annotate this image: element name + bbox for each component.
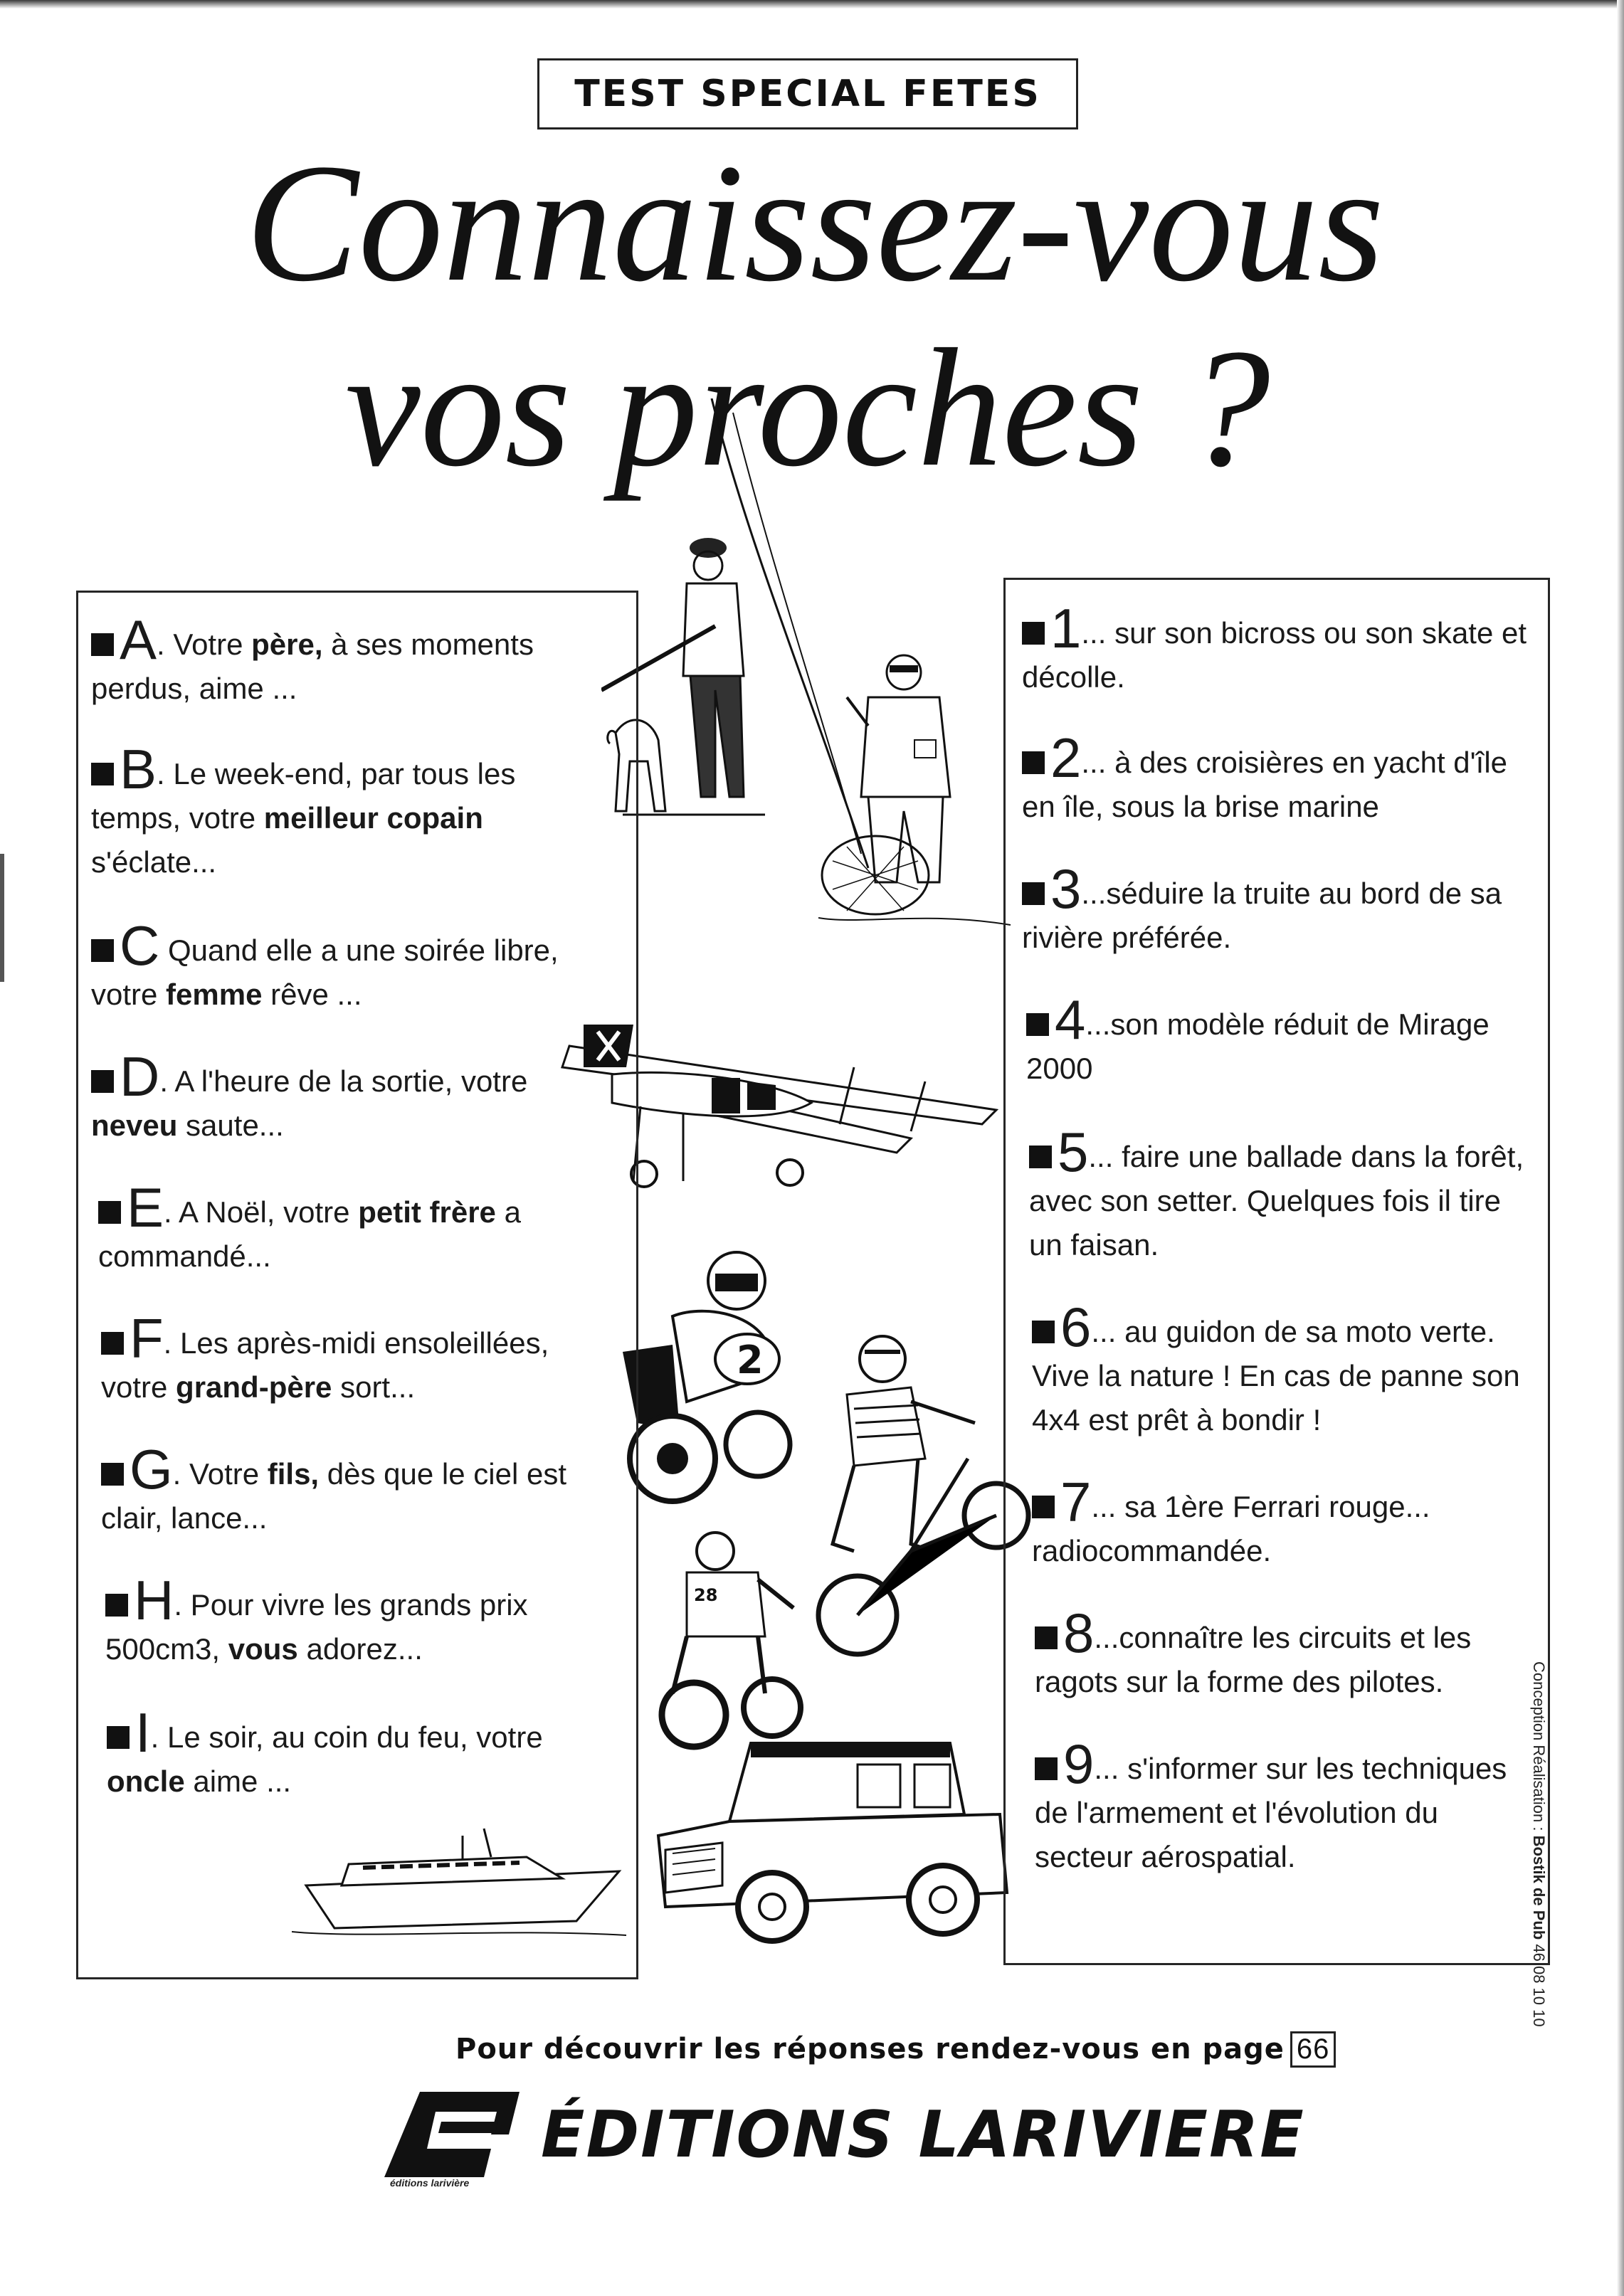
bullet-square-icon <box>91 763 114 785</box>
bullet-square-icon <box>1022 882 1045 905</box>
page-edge <box>0 854 4 982</box>
page-reference: 66 <box>1290 2031 1336 2068</box>
bullet-square-icon <box>1022 622 1045 645</box>
answer-9: 9... s'informer sur les techniques de l'armement et l'évolution du secteur aérospatial. <box>1035 1732 1507 1873</box>
answer-4: 4...son modèle réduit de Mirage 2000 <box>1026 988 1489 1085</box>
answer-number: 8 <box>1063 1602 1095 1664</box>
answer-number: 9 <box>1063 1732 1095 1795</box>
question-letter: H <box>134 1569 174 1631</box>
question-letter: G <box>130 1438 173 1501</box>
question-g: G. Votre fils, dès que le ciel est clair, lance... <box>101 1438 566 1535</box>
page-title-line-2: vos proches ? <box>345 314 1270 502</box>
answer-number: 5 <box>1058 1121 1089 1183</box>
question-i: I. Le soir, au coin du feu, votre oncle aime ... <box>107 1701 543 1798</box>
fisherman-icon <box>818 640 1018 939</box>
page-edge <box>1617 0 1624 2296</box>
dirt-bike-icon <box>644 1530 808 1757</box>
question-a: A. Votre père, à ses moments perdus, aime ... <box>91 608 534 705</box>
answer-8: 8...connaître les circuits et les ragots sur la forme des pilotes. <box>1035 1602 1472 1698</box>
bullet-square-icon <box>1035 1757 1058 1780</box>
bullet-square-icon <box>1022 751 1045 774</box>
footer-note: Pour découvrir les réponses rendez-vous en page 66 <box>455 2031 1295 2068</box>
bullet-square-icon <box>91 939 114 962</box>
answer-number: 3 <box>1050 857 1082 920</box>
question-f: F. Les après-midi ensoleillées, votre grand-père sort... <box>101 1307 549 1404</box>
page-title-line-1: Connaissez-vous <box>246 129 1384 317</box>
bullet-square-icon <box>91 633 114 656</box>
jeep-4x4-icon <box>644 1736 1028 1950</box>
question-letter: C <box>120 914 160 977</box>
bullet-square-icon <box>1029 1146 1052 1168</box>
question-h: H. Pour vivre les grands prix 500cm3, vous adorez... <box>105 1569 528 1666</box>
svg-text:28: 28 <box>694 1585 718 1605</box>
bullet-square-icon <box>1032 1321 1055 1343</box>
publisher-name: ÉDITIONS LARIVIERE <box>541 2097 1305 2172</box>
bullet-square-icon <box>98 1201 121 1224</box>
answer-number: 2 <box>1050 726 1082 789</box>
header-box <box>537 58 1078 129</box>
publisher-logo-small: éditions larivière <box>390 2177 470 2189</box>
answer-3: 3...séduire la truite au bord de sa rivière préférée. <box>1022 857 1502 954</box>
bullet-square-icon <box>101 1332 124 1355</box>
publisher-logo-icon <box>384 2092 520 2177</box>
answer-5: 5... faire une ballade dans la forêt, avec son setter. Quelques fois il tire un faisan. <box>1029 1121 1524 1261</box>
answer-1: 1... sur son bicross ou son skate et décolle. <box>1022 597 1527 694</box>
question-d: D. A l'heure de la sortie, votre neveu saute... <box>91 1045 528 1142</box>
answer-number: 6 <box>1060 1296 1092 1358</box>
bullet-square-icon <box>1026 1013 1049 1036</box>
answer-number: 7 <box>1060 1471 1092 1533</box>
answer-2: 2... à des croisières en yacht d'île en île, sous la brise marine <box>1022 726 1508 823</box>
svg-text:2: 2 <box>737 1338 764 1382</box>
header-label: TEST SPECIAL FETES <box>574 73 1041 115</box>
bullet-square-icon <box>1035 1626 1058 1649</box>
answer-7: 7... sa 1ère Ferrari rouge... radiocommandée. <box>1032 1471 1430 1567</box>
bullet-square-icon <box>105 1594 128 1617</box>
question-letter: F <box>130 1307 164 1370</box>
question-letter: I <box>135 1701 151 1764</box>
answer-6: 6... au guidon de sa moto verte. Vive la nature ! En cas de panne son 4x4 est prêt à bondir ! <box>1032 1296 1520 1437</box>
bullet-square-icon <box>91 1070 114 1093</box>
design-credit: Conception Réalisation : Bostik de Pub 46 08 10 10 <box>1530 1661 1548 2027</box>
question-e: E. A Noël, votre petit frère a commandé... <box>98 1176 521 1273</box>
question-c: C Quand elle a une soirée libre, votre femme rêve ... <box>91 914 559 1011</box>
bmx-rider-icon <box>804 1330 1032 1672</box>
bullet-square-icon <box>107 1726 130 1749</box>
question-letter: A <box>120 608 157 671</box>
question-letter: B <box>120 738 157 800</box>
answer-number: 4 <box>1055 988 1086 1051</box>
question-letter: D <box>120 1045 160 1108</box>
answer-number: 1 <box>1050 597 1082 660</box>
question-b: B. Le week-end, par tous les temps, votre meilleur copain s'éclate... <box>91 738 516 879</box>
question-letter: E <box>127 1176 164 1239</box>
bullet-square-icon <box>101 1463 124 1486</box>
page-edge <box>0 0 1624 9</box>
bullet-square-icon <box>1032 1496 1055 1518</box>
